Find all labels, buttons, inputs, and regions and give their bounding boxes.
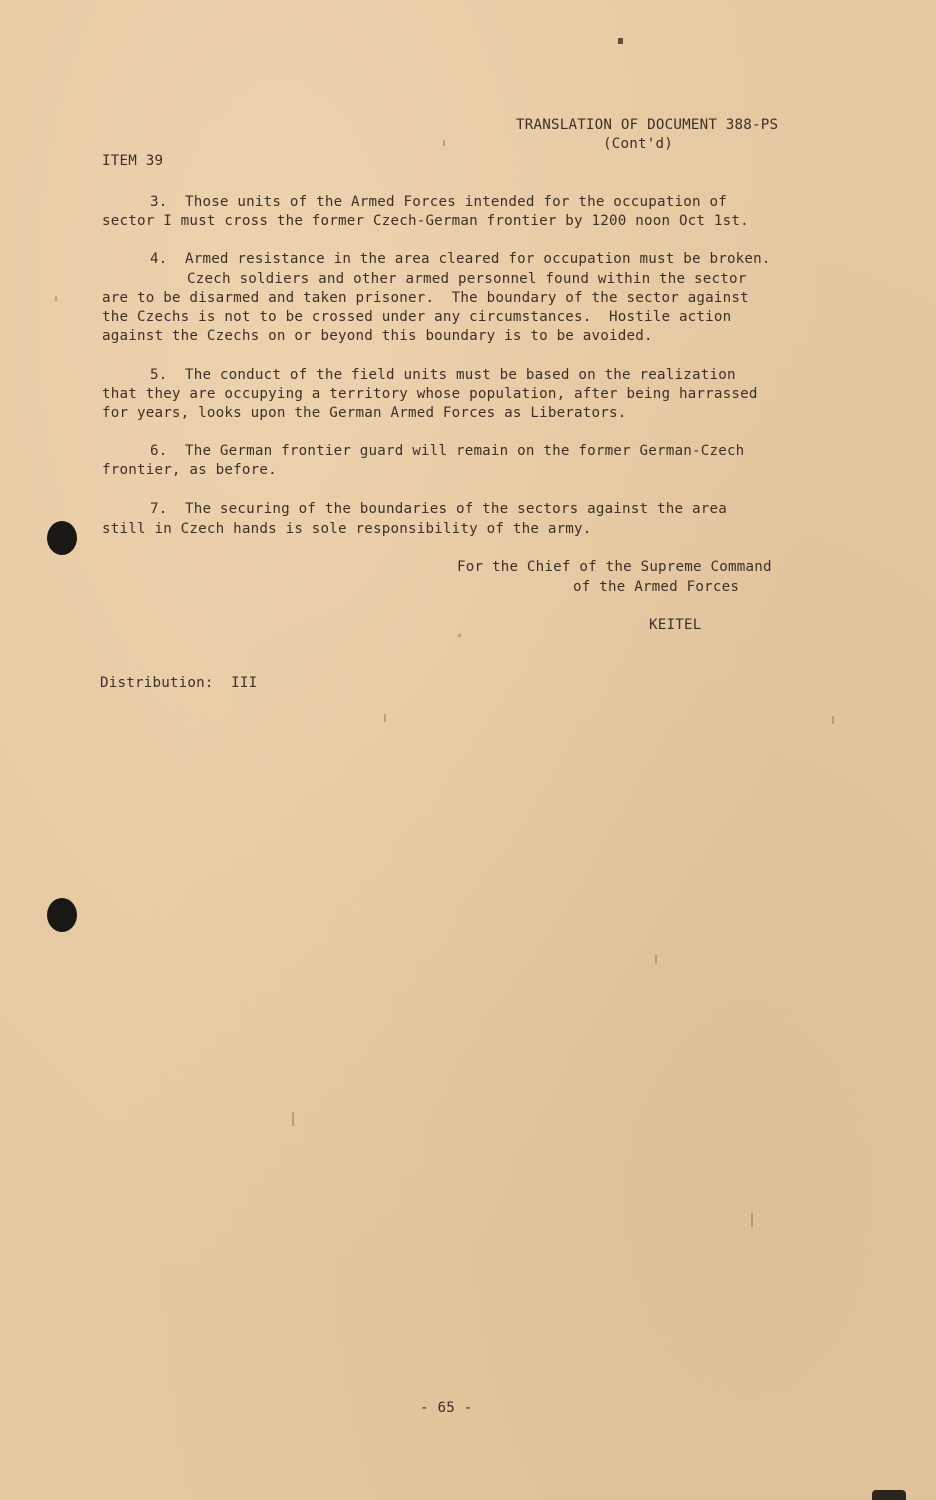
punch-hole-bottom: [47, 898, 77, 932]
paragraph-4-line-1: 4. Armed resistance in the area cleared for occupation must be broken.: [150, 251, 771, 267]
corner-mark: [872, 1490, 906, 1500]
paragraph-5-line-2: that they are occupying a territory whose population, after being harrassed: [102, 386, 758, 402]
signature-line-2: of the Armed Forces: [573, 579, 740, 595]
paragraph-3-line-2: sector I must cross the former Czech-German frontier by 1200 noon Oct 1st.: [102, 213, 749, 229]
item-label: ITEM 39: [102, 153, 164, 169]
paragraph-6-line-1: 6. The German frontier guard will remain on the former German-Czech: [150, 443, 745, 459]
paragraph-3-line-1: 3. Those units of the Armed Forces intended for the occupation of: [150, 194, 727, 210]
paragraph-4-line-4: the Czechs is not to be crossed under any circumstances. Hostile action: [102, 309, 732, 325]
paragraph-7-line-1: 7. The securing of the boundaries of the sectors against the area: [150, 501, 727, 517]
paragraph-5-line-3: for years, looks upon the German Armed Forces as Liberators.: [102, 405, 627, 421]
distribution-line: Distribution: III: [100, 675, 258, 691]
page-number: - 65 -: [420, 1400, 473, 1416]
paragraph-4-line-3: are to be disarmed and taken prisoner. The boundary of the sector against: [102, 290, 749, 306]
document-subtitle: (Cont'd): [603, 136, 673, 152]
paragraph-4-line-2: Czech soldiers and other armed personnel found within the sector: [187, 271, 747, 287]
paragraph-6-line-2: frontier, as before.: [102, 462, 277, 478]
signature-line-1: For the Chief of the Supreme Command: [457, 559, 772, 575]
punch-hole-top: [47, 521, 77, 555]
paragraph-5-line-1: 5. The conduct of the field units must be based on the realization: [150, 367, 736, 383]
signature-name: KEITEL: [649, 617, 702, 633]
paragraph-4-line-5: against the Czechs on or beyond this boundary is to be avoided.: [102, 328, 653, 344]
document-title: TRANSLATION OF DOCUMENT 388-PS: [516, 117, 779, 133]
paragraph-7-line-2: still in Czech hands is sole responsibility of the army.: [102, 521, 592, 537]
